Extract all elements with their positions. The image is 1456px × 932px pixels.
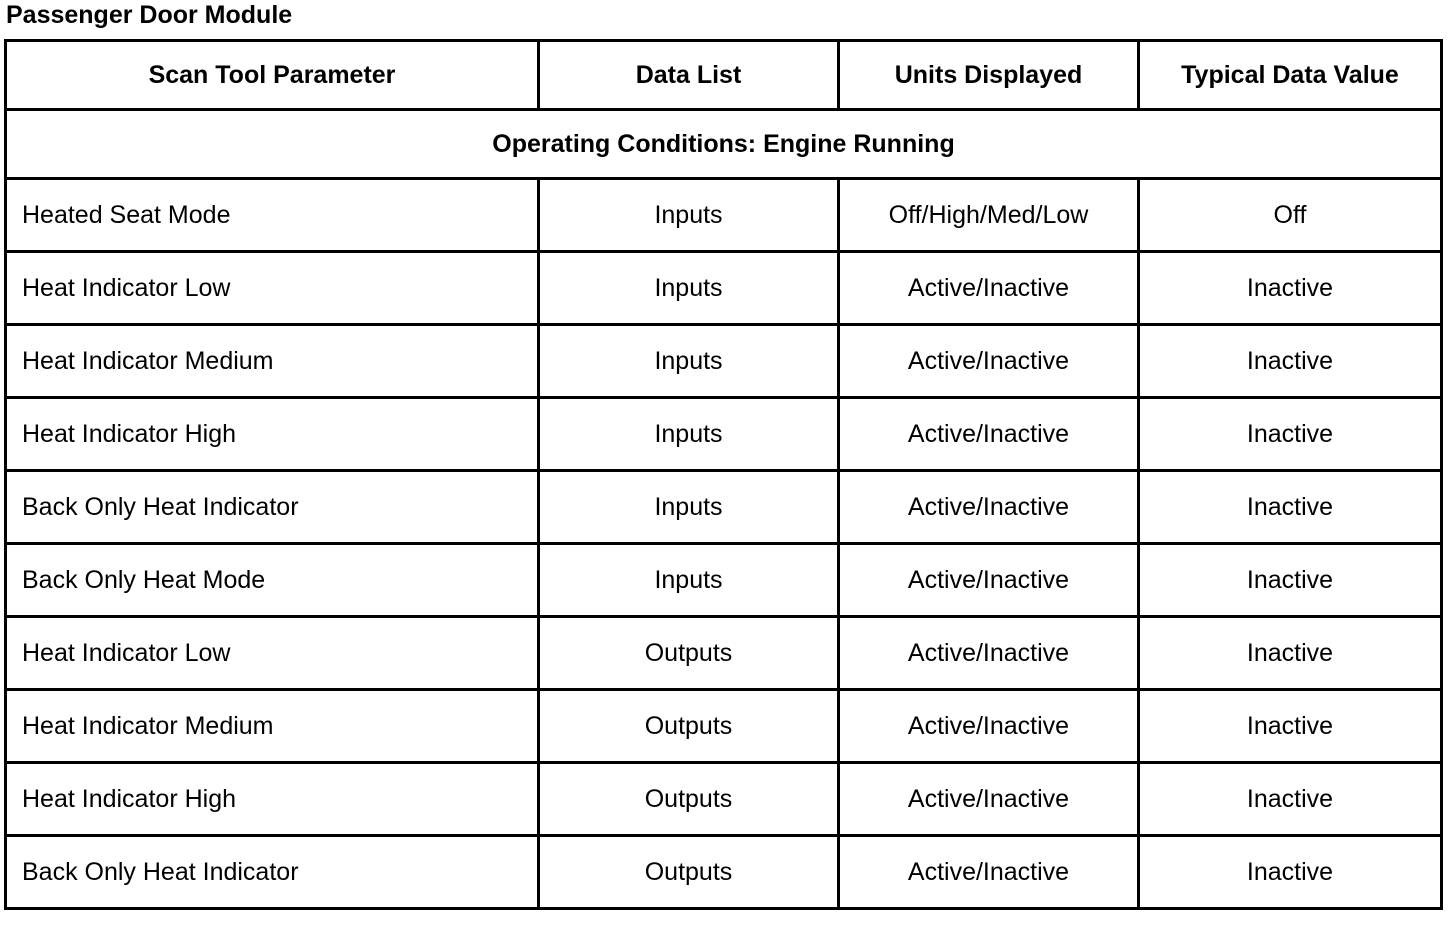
table-row <box>6 252 1442 325</box>
data-list-cell: Inputs <box>539 325 839 398</box>
data-list-cell: Inputs <box>539 471 839 544</box>
table-row <box>6 690 1442 763</box>
units-cell: Active/Inactive <box>839 252 1139 325</box>
units-cell: Active/Inactive <box>839 836 1139 909</box>
parameter-cell: Back Only Heat Mode <box>6 544 539 617</box>
units-cell: Active/Inactive <box>839 690 1139 763</box>
data-list-cell: Outputs <box>539 763 839 836</box>
data-list-cell: Inputs <box>539 252 839 325</box>
parameter-cell: Back Only Heat Indicator <box>6 471 539 544</box>
parameter-cell: Heated Seat Mode <box>6 179 539 252</box>
typical-value-cell: Inactive <box>1139 471 1442 544</box>
units-cell: Active/Inactive <box>839 763 1139 836</box>
data-list-cell: Outputs <box>539 690 839 763</box>
table-row <box>6 179 1442 252</box>
header-scan-tool-parameter: Scan Tool Parameter <box>6 41 539 110</box>
header-typical-data-value: Typical Data Value <box>1139 41 1442 110</box>
units-cell: Active/Inactive <box>839 325 1139 398</box>
units-cell: Off/High/Med/Low <box>839 179 1139 252</box>
units-cell: Active/Inactive <box>839 398 1139 471</box>
parameter-cell: Heat Indicator Low <box>6 252 539 325</box>
typical-value-cell: Inactive <box>1139 325 1442 398</box>
data-table <box>4 39 1443 910</box>
typical-value-cell: Inactive <box>1139 763 1442 836</box>
data-list-cell: Outputs <box>539 617 839 690</box>
table-row <box>6 325 1442 398</box>
typical-value-cell: Inactive <box>1139 252 1442 325</box>
table-row <box>6 836 1442 909</box>
table-row <box>6 617 1442 690</box>
table-row <box>6 763 1442 836</box>
typical-value-cell: Off <box>1139 179 1442 252</box>
typical-value-cell: Inactive <box>1139 617 1442 690</box>
header-units-displayed: Units Displayed <box>839 41 1139 110</box>
document-title: Passenger Door Module <box>6 1 293 29</box>
data-list-cell: Outputs <box>539 836 839 909</box>
parameter-cell: Heat Indicator Low <box>6 617 539 690</box>
data-list-cell: Inputs <box>539 398 839 471</box>
data-list-cell: Inputs <box>539 179 839 252</box>
units-cell: Active/Inactive <box>839 617 1139 690</box>
units-cell: Active/Inactive <box>839 544 1139 617</box>
units-cell: Active/Inactive <box>839 471 1139 544</box>
typical-value-cell: Inactive <box>1139 690 1442 763</box>
header-row <box>6 41 1442 110</box>
data-list-cell: Inputs <box>539 544 839 617</box>
parameter-cell: Back Only Heat Indicator <box>6 836 539 909</box>
parameter-cell: Heat Indicator High <box>6 398 539 471</box>
table-row <box>6 398 1442 471</box>
parameter-cell: Heat Indicator Medium <box>6 325 539 398</box>
parameter-cell: Heat Indicator Medium <box>6 690 539 763</box>
table-row <box>6 544 1442 617</box>
typical-value-cell: Inactive <box>1139 544 1442 617</box>
typical-value-cell: Inactive <box>1139 398 1442 471</box>
section-row <box>6 110 1442 179</box>
header-data-list: Data List <box>539 41 839 110</box>
typical-value-cell: Inactive <box>1139 836 1442 909</box>
section-operating-conditions: Operating Conditions: Engine Running <box>6 110 1442 179</box>
table-row <box>6 471 1442 544</box>
parameter-cell: Heat Indicator High <box>6 763 539 836</box>
